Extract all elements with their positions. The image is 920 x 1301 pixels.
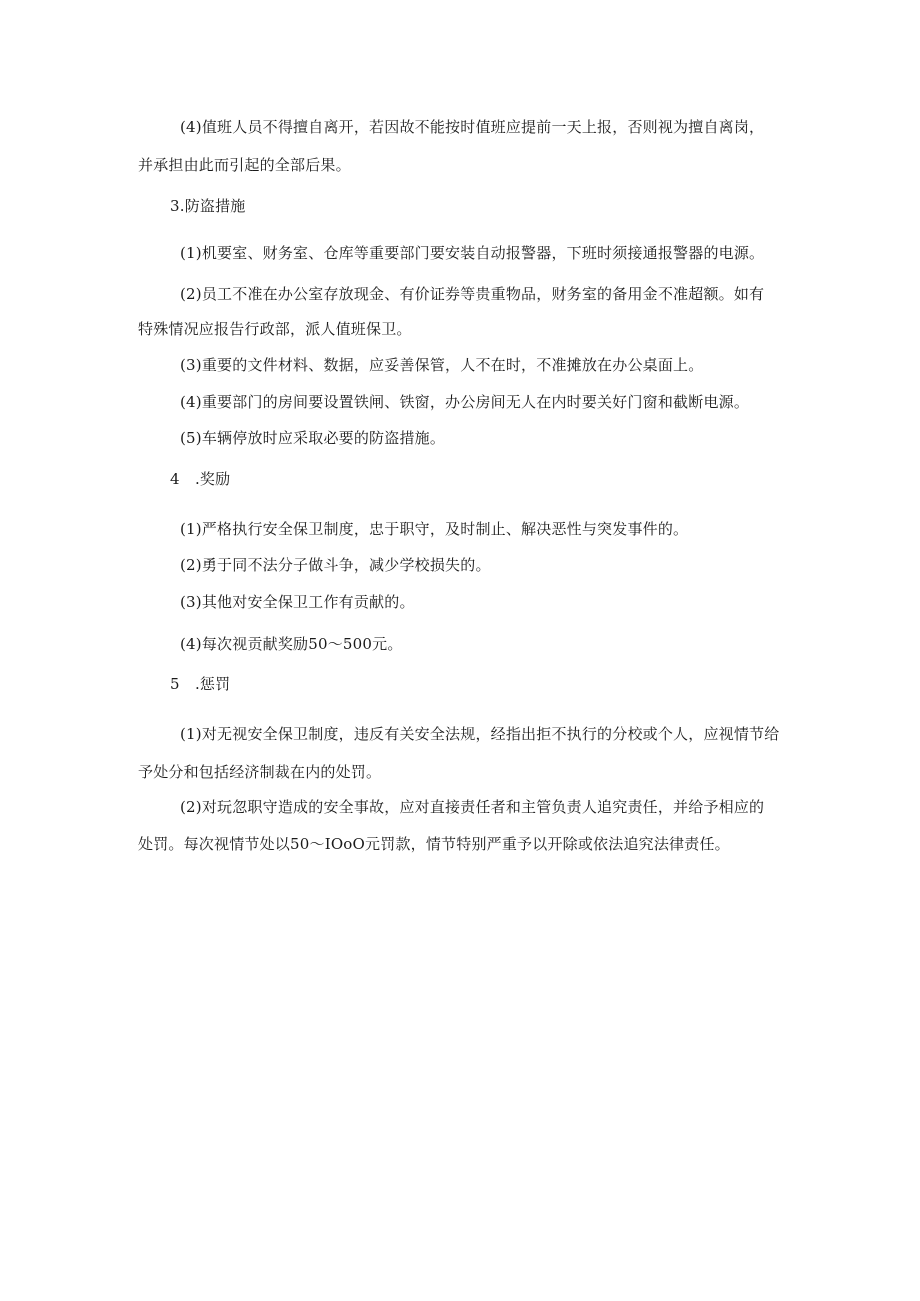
section-heading: 3.防盗措施	[170, 197, 246, 215]
paragraph-line: (4)每次视贡献奖励50～500元。	[180, 635, 403, 653]
paragraph-line: 予处分和包括经济制裁在内的处罚。	[138, 763, 382, 781]
paragraph-line: (1)严格执行安全保卫制度，忠于职守，及时制止、解决恶性与突发事件的。	[180, 520, 689, 538]
paragraph-line: (4)重要部门的房间要设置铁闸、铁窗，办公房间无人在内时要关好门窗和截断电源。	[180, 393, 750, 411]
paragraph-line: (1)对无视安全保卫制度，违反有关安全法规，经指出拒不执行的分校或个人，应视情节给	[180, 725, 780, 743]
paragraph-line: (1)机要室、财务室、仓库等重要部门要安装自动报警器，下班时须接通报警器的电源。	[180, 244, 765, 262]
paragraph-line: (2)勇于同不法分子做斗争，减少学校损失的。	[180, 556, 491, 574]
paragraph-line: (5)车辆停放时应采取必要的防盗措施。	[180, 429, 446, 447]
paragraph-line: 处罚。每次视情节处以50～IOoO元罚款，情节特别严重予以开除或依法追究法律责任。	[138, 835, 730, 853]
paragraph-line: (3)重要的文件材料、数据，应妥善保管，人不在时，不准摊放在办公桌面上。	[180, 356, 704, 374]
paragraph-line: (2)对玩忽职守造成的安全事故，应对直接责任者和主管负责人追究责任，并给予相应的	[180, 798, 765, 816]
paragraph-line: (2)员工不准在办公室存放现金、有价证券等贵重物品，财务室的备用金不准超额。如有	[180, 285, 765, 303]
section-heading: 5 .惩罚	[170, 675, 231, 693]
section-heading: 4 .奖励	[170, 470, 231, 488]
paragraph-line: (3)其他对安全保卫工作有贡献的。	[180, 593, 415, 611]
paragraph-line: 并承担由此而引起的全部后果。	[138, 156, 351, 174]
paragraph-line: (4)值班人员不得擅自离开，若因故不能按时值班应提前一天上报，否则视为擅自离岗，	[180, 118, 765, 136]
paragraph-line: 特殊情况应报告行政部，派人值班保卫。	[138, 320, 412, 338]
